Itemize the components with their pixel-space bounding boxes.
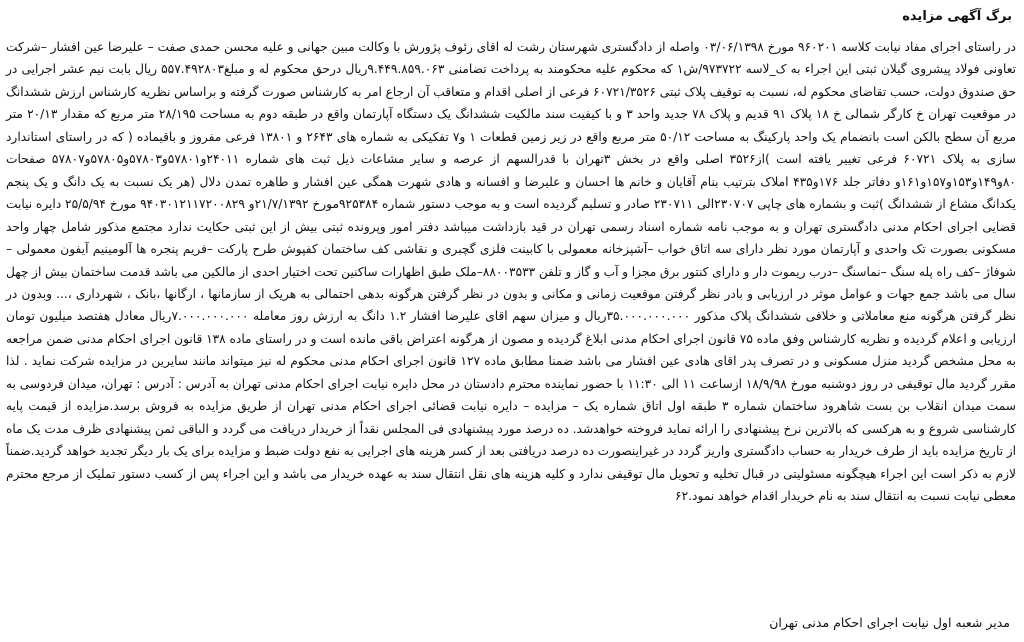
signature-line: مدیر شعبه اول نیابت اجرای احکام مدنی تهران <box>769 615 1010 630</box>
notice-body: در راستای اجرای مفاد نیابت کلاسه ۹۶۰۲۰۱ مورخ ۰۳/۰۶/۱۳۹۸ واصله از دادگستری شهرستان رشت له اقای رئوف پژورش با وکالت مبین جهانی و علیه محسن حمدی صفت – علیرضا عین افشار –شرکت تعاونی فولاد پیشروی گیلان ثبتی این اجراء به ک_لاسه ۹۷۳۷۲۲/ش۱ که محکوم علیه محکومند به پرداخت تضامنی ۹.۴۴۹.۸۵۹.۰۶۳ریال درحق محکوم له و مبلغ۵۵۷.۴۹۲۸۰۳ ریال بابت نیم عشر اجرایی در حق صندوق دولت، حسب تقاضای محکوم له، نسبت به توقیف پلاک ثبتی ۶۰۷۲۱/۳۵۲۶ فرعی از اصلی اقدام و متعاقب آن ارجاع امر به کارشناس صورت گرفته و براساس نظریه کارشناس ارزش ششدانگ در موقعیت تهران خ کارگر شمالی خ ۱۸ پلاک ۹۱ قدیم و پلاک ۷۸ جدید واحد ۳ و با کیفیت سند مالکیت ششدانگ یک دستگاه آپارتمان واقع در طبقه دوم به مساحت ۲۸/۱۹۵ متر مربع که مقدار ۲۰/۱۳ متر مربع آن سطح بالکن است بانضمام یک واحد پارکینگ به مساحت ۵۰/۱۲ متر مربع واقع در زیر زمین قطعات ۱ و۷ تفکیکی به شماره های ۲۶۴۳ و ۱۳۸۰۱ فرعی مفروز و باقیماده ( که در راستای استاندارد سازی به پلاک ۶۰۷۲۱ فرعی تغییر یافته است )از۳۵۲۶ اصلی واقع در بخش ۳تهران با قدرالسهم از عرصه و سایر مشاعات ذیل ثبت های شماره ۲۴۰۱۱و۵۷۸۰۱و۵۷۸۰۳و۵۷۸۰۵و۵۷۸۰۷ صفحات ۸۰و۱۴۹و۱۵۳و۱۵۷و۱۶۱و دفاتر جلد ۱۷۶و۴۳۵ املاک بترتیب بنام آقایان و خانم ها احسان و علیرضا و افسانه و هادی شهرت همگی عین افشار و طاهره تمدن دلال (هر یک نسبت به یک دانگ و یک پنجم یکدانگ مشاع از ششدانگ )ثبت و بشماره های چاپی ۲۳۰۷۰۷الی ۲۳۰۷۱۱ صادر و تسلیم گردیده است و به موجب دستور شماره ۹۲۵۳۸۴مورخ ۲۱/۷/۱۳۹۲و ۹۴۰۳۰۱۲۱۱۷۲۰۰۸۲۹ مورخ ۲۵/۵/۹۴ دایره نیابت قضایی اجرای احکام مدنی دادگستری تهران و به موجب نامه شماره اسناد رسمی تهران در قید بازداشت میباشد دفتر امور وپرونده ثبتی بیش از این ثبتی حکایت ندارد مجتمع مذکور شامل چهار واحد مسکونی بصورت تک واحدی و آپارتمان مورد نظر دارای سه اتاق خواب –آشپزخانه معمولی با کابینت فلزی گچبری و نقاشی کف ساختمان کفپوش طرح پارکت –فریم پنجره ها آلومینیم آیفون معمولی –شوفاژ –کف راه پله سنگ –نماسنگ –درب ریموت دار و دارای کنتور برق مجزا و آب و گاز و تلفن ۸۸۰۰۳۵۳۳–ملک طبق اظهارات ساکنین تحت اختیار احدی از مالکین می باشد قدمت ساختمان بیش از چهل سال می باشد جمع جهات و عوامل موثر در ارزیابی و بادر نظر گرفتن موقعیت زمانی و مکانی و بدون در نظر گرفتن هرگونه بدهی احتمالی به هریک از سازمانها ، ارگانها ،بانک ، شهرداری ،... وبدون در نظر گرفتن هرگونه منع معاملاتی و خلافی ششدانگ پلاک مذکور ۳۵.۰۰۰.۰۰۰.۰۰۰ریال و میزان سهم اقای علیرضا افشار ۱.۲ دانگ به ارزش روز معامله ۷.۰۰۰.۰۰۰.۰۰۰ریال معادل هفتصد میلیون تومان ارزیابی و اعلام گردیده و نظریه کارشناس وفق ماده ۷۵ قانون اجرای احکام مدنی ابلاغ گردیده و مصون از هرگونه اعتراض باقی مانده است و در راستای ماده ۱۳۸ قانون اجرای احکام مدنی ضمن مراجعه به محل مشخص گردید منزل مسکونی و در تصرف پدر اقای هادی عین افشار می باشد ضمنا مطابق ماده ۱۲۷ قانون اجرای احکام مدنی محکوم له نیز میتواند مانند سایرین در مزایده شرکت نماید . لذا مقرر گردید مال توقیفی در روز دوشنبه مورخ ۱۸/۹/۹۸ ازساعت ۱۱ الی ۱۱:۳۰ با حضور نماینده محترم دادستان در محل دایره نیابت اجرای احکام مدنی تهران به آدرس : آدرس : تهران، میدان فردوسی به سمت میدان انقلاب بن بست شاهرود ساختمان شماره ۳ طبقه اول اتاق شماره یک – مزایده – دایره نیابت قضائی اجرای احکام مدنی تهران از طریق مزایده به فروش برسد.مزایده از قیمت پایه کارشناسی شروع و به هرکسی که بالاترین نرخ پیشنهادی را ارائه نماید فروخته خواهدشد. ده درصد مورد پیشنهادی فی المجلس نقداً از خریدار دریافت می گردد و الباقی ثمن پیشنهادی ظرف مدت یک ماه از تاریخ مزایده باید از طرف خریدار به حساب دادگستری واریز گردد در غیراینصورت ده درصد دریافتی بعد از کسر هزینه های اجرایی به نفع دولت ضبط و مزایده برای یک بار دیگر تجدید خواهد گردید.ضمناً لازم به ذکر است این اجراء هیچگونه مسئولیتی در قبال تخلیه و تحویل مال توقیفی ندارد و کلیه هزینه های نقل انتقال سند به عهده خریدار می باشد و این اجراء پس از کسب دستور تملیک از مرجع محترم معطی نیابت نسبت به انتقال سند به نام خریدار اقدام خواهد نمود.۶۲ <box>6 40 1017 504</box>
notice-title: برگ آگهی مزایده <box>902 9 1012 24</box>
